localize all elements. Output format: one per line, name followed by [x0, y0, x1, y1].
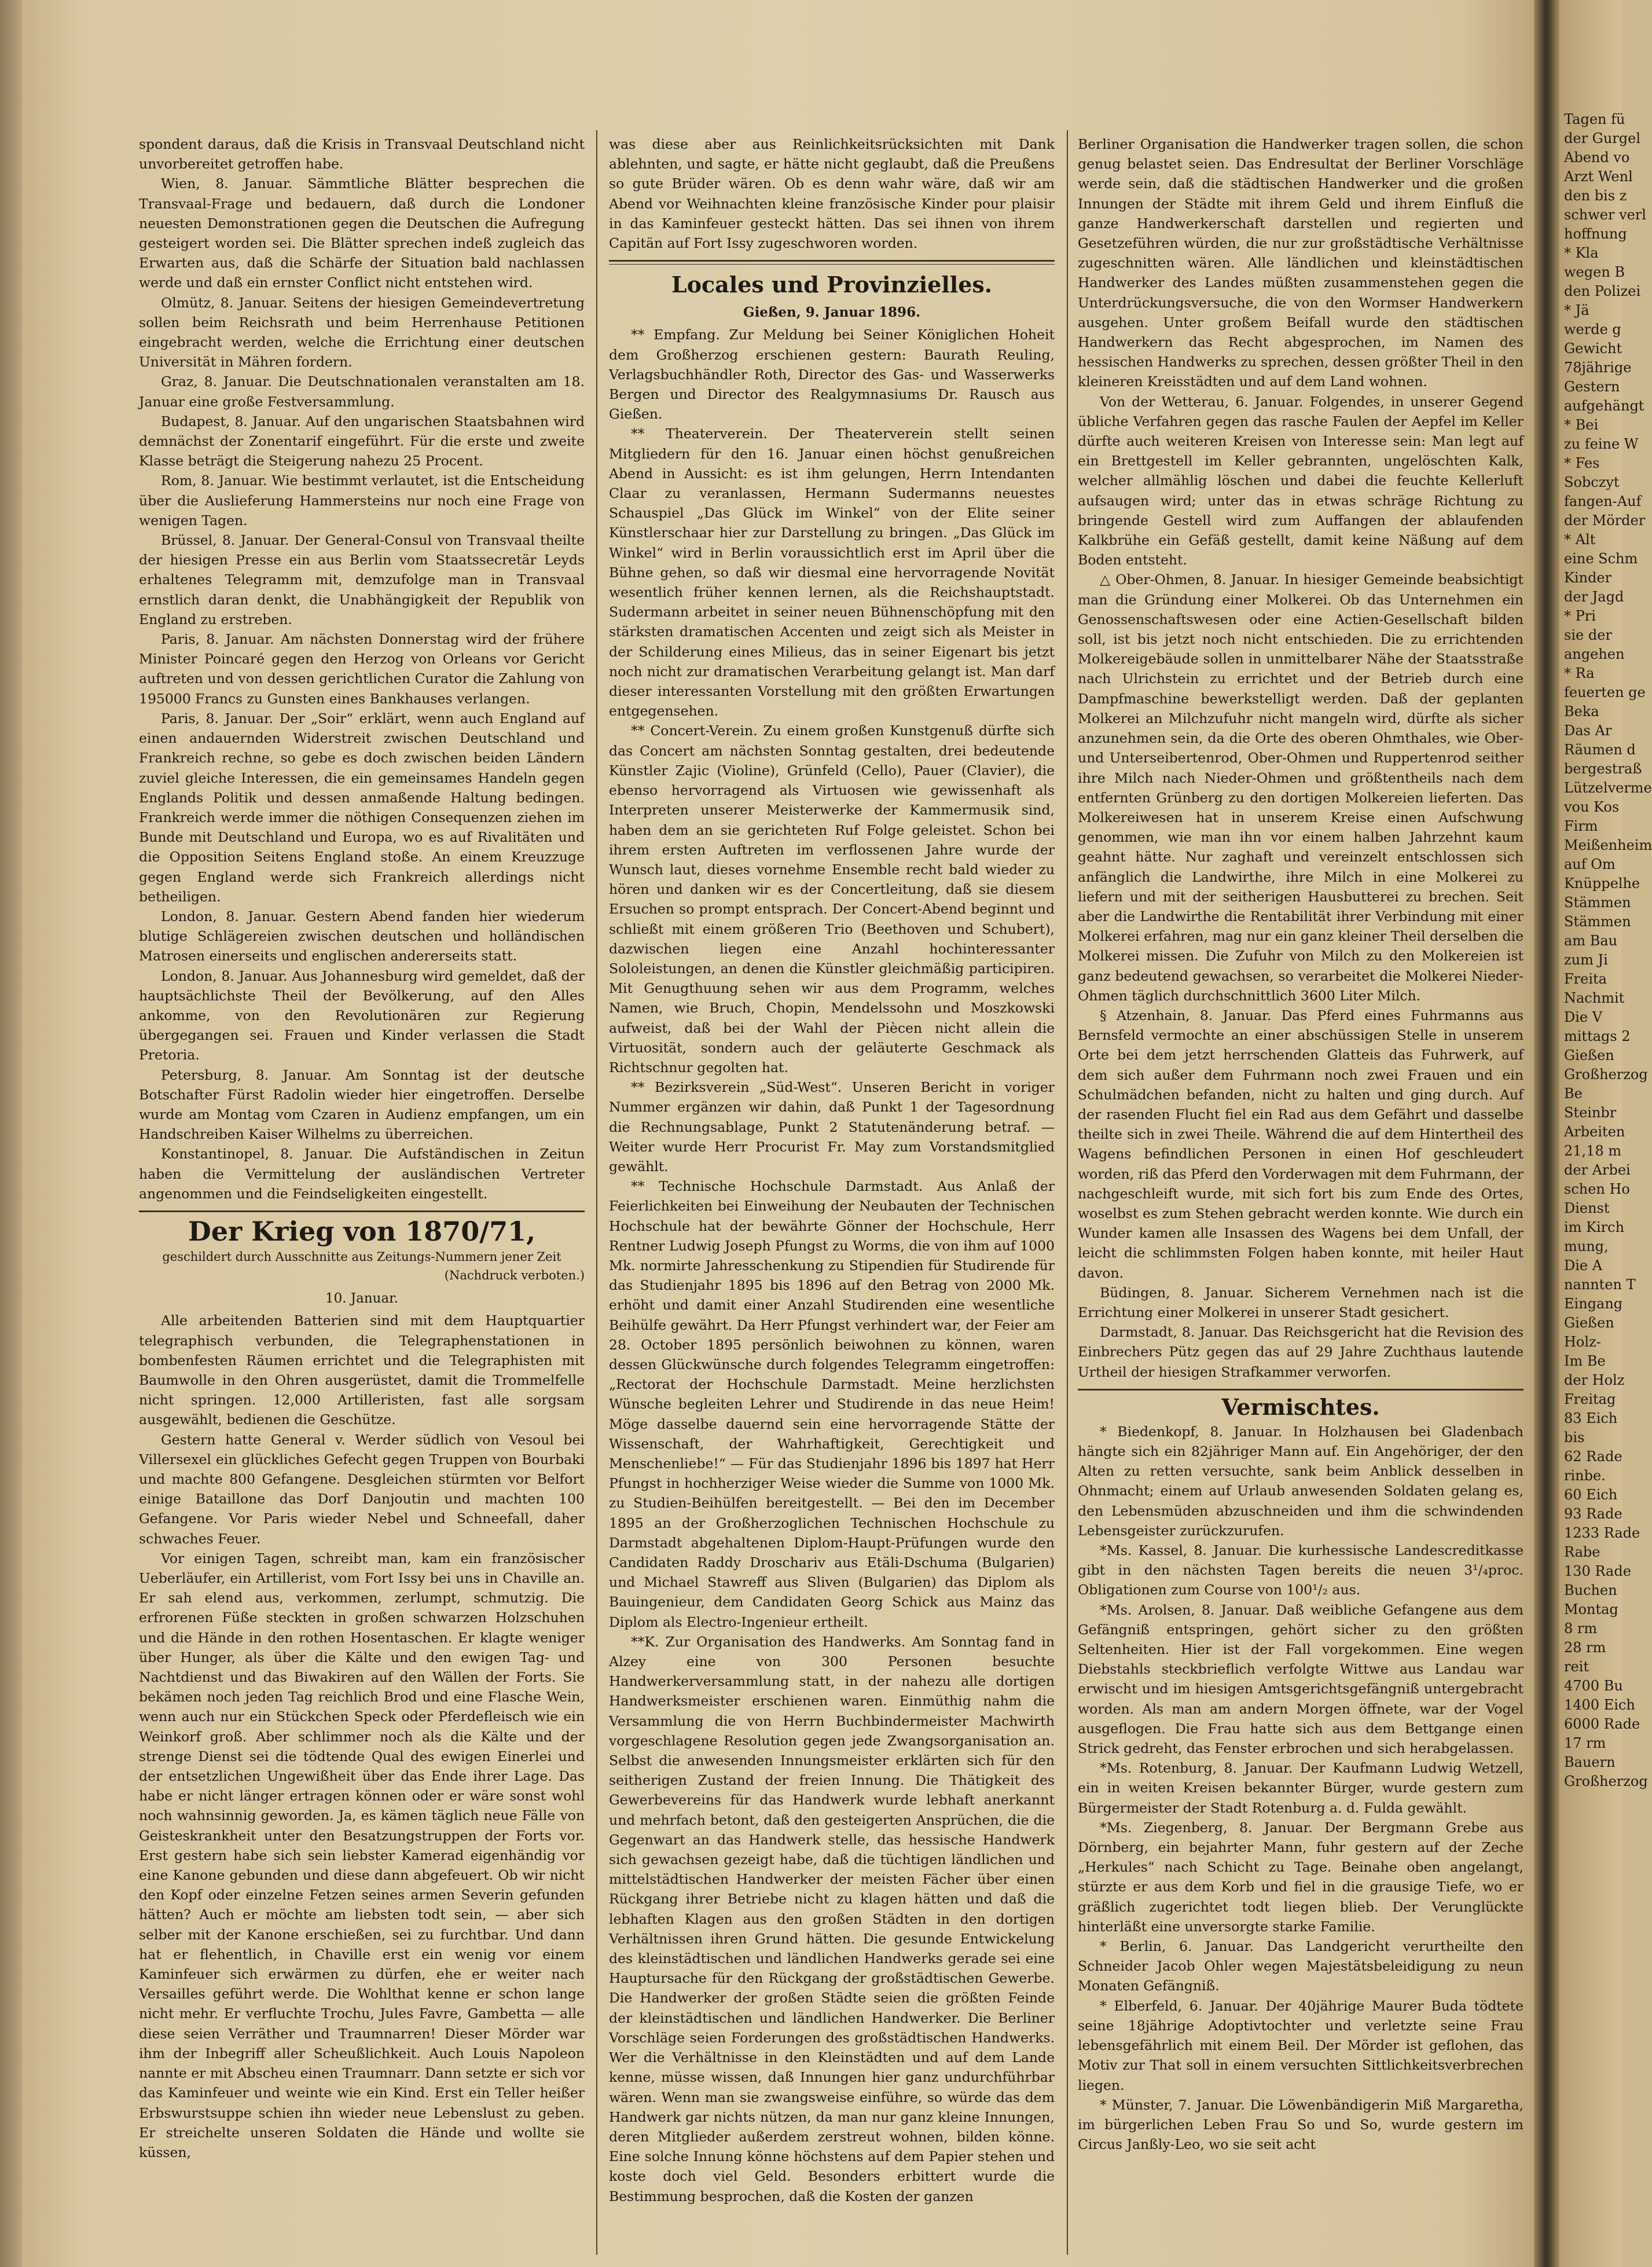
next-page-fragment: schwer verl — [1564, 207, 1646, 223]
next-page-fragment: Buchen — [1564, 1582, 1617, 1598]
next-page-fragment: Beka — [1564, 703, 1599, 720]
next-page-fragment: nannten T — [1564, 1276, 1636, 1293]
next-page-fragment: bergestraß — [1564, 761, 1642, 777]
next-page-fragment: mung, — [1564, 1238, 1609, 1254]
next-page-fragment: Arbeiten — [1564, 1124, 1625, 1140]
local-item-handwerk: **K. Zur Organisation des Handwerks. Am Sonntag fand in Alzey eine von 300 Personen besuchte Handwerkerversammlung statt, in der nahezu alle dortigen Handwerksmeister erschienen waren. Einmüthig nahm die Versammlung die von Herrn Buchbindermeister Machwirth vorgeschlagene Resolution gegen jede Zwangsorganisation an. Selbst die anwesenden Innungsmeister erklärten sich für den seitherigen Zustand der freien Innung. Die Thätigkeit des Gewerbevereins für das Handwerk wurde lebhaft anerkannt und mehrfach betont, daß den gesteigerten Ansprüchen, die die Gegenwart an das Handwerk stelle, das hessische Handwerk sich gewachsen gezeigt habe, daß die tüchtigen ländlichen und mittelstädtischen Handwerker der meisten Fächer über einen Rückgang ihrer Betriebe nicht zu klagen hätten und daß die lebhaften Klagen aus den großen Städten in den dortigen Verhältnissen ihren Grund hätten. Die gesunde Entwickelung des kleinstädtischen und ländlichen Handwerks gerade sei eine Hauptursache für den Rückgang der großstädtischen Gewerbe. Die Handwerker der großen Städte seien die größten Feinde der kleinstädtischen und ländlichen Handwerker. Die Berliner Vorschläge seien Forderungen des großstädtischen Handwerks. Wer die Verhältnisse in den Kleinstädten und auf dem Lande kenne, müsse wissen, daß Innungen hier ganz undurchführbar wären. Wenn man sie zwangsweise einführe, so würde das dem Handwerk gar nichts nützen, da man nur ganz kleine Innungen, deren Mitglieder außerdem zerstreut wohnen, bilden könne. Eine solche Innung könne höchstens auf dem Papier stehen und koste doch viel Geld. Besonders erbittert wurde die Bestimmung besprochen, daß die Kosten der ganzen — [609, 1633, 1055, 2204]
news-item-wien: Wien, 8. Januar. Sämmtliche Blätter besprechen die Transvaal-Frage und bedauern, daß durch die Londoner neuesten Demonstrationen gegen die Deutschen die Aufregung gesteigert worden sei. Die Blätter sprechen indeß zugleich das Erwarten aus, daß die Schärfe der Situation bald nachlassen werde und daß ein ernster Conflict nicht entstehen wird. — [139, 175, 585, 291]
next-page-fragment: Gießen — [1564, 1047, 1614, 1063]
next-page-fragment: 4700 Bu — [1564, 1678, 1623, 1694]
next-page-fragment: rinbe. — [1564, 1468, 1606, 1484]
next-page-fragment: Freita — [1564, 971, 1607, 987]
section-subtitle: geschildert durch Ausschnitte aus Zeitungs-Nummern jener Zeit — [162, 1249, 561, 1264]
next-page-fragment: Lützelverme — [1564, 780, 1652, 796]
next-page-fragment: 17 rm — [1564, 1735, 1606, 1751]
section-title-krieg: Der Krieg von 1870/71, — [188, 1215, 536, 1247]
section-title-vermischtes: Vermischtes. — [1221, 1393, 1380, 1420]
next-page-fragment: den bis z — [1564, 188, 1627, 204]
next-page-fragment: Freitag — [1564, 1391, 1616, 1407]
next-page-fragment: Eingang — [1564, 1296, 1623, 1312]
next-page-fragment: Holz- — [1564, 1334, 1601, 1350]
next-page-fragment: reit — [1564, 1659, 1589, 1675]
next-page-fragment: Knüppelhe — [1564, 875, 1640, 892]
local-item-atzenhain: § Atzenhain, 8. Januar. Das Pferd eines Fuhrmanns aus Bernsfeld vermochte an einer abschüssigen Stelle in unserem Orte bei dem jetzt herrschenden Glatteis das Fuhrwerk, auf dem sich außer dem Fuhrmann noch zwei Frauen und ein Schulmädchen befanden, nicht zu halten und ging durch. Auf der rasenden Flucht fiel ein Rad aus dem Gefährt und dasselbe theilte sich in zwei Theile. Während die auf dem Hintertheil des Wagens befindlichen Personen in einen Hof geschleudert worden, riß das Pferd den Vorderwagen mit dem Fuhrmann, der nachgeschleift wurde, mit sich fort bis zum Ende des Ortes, woselbst es zum Stehen gebracht werden konnte. Wie durch ein Wunder kamen alle Insassen des Wagens bei dem Unfall, der leicht die schlimmsten Folgen haben konnte, mit heiler Haut davon. — [1078, 1007, 1523, 1281]
next-page-fragment: auf Om — [1564, 856, 1616, 872]
next-page-fragment: * Kla — [1564, 245, 1599, 261]
section-divider-thin — [609, 264, 1055, 265]
next-page-fragment: Sobczyt — [1564, 474, 1620, 490]
next-page-fragment: * Jä — [1564, 302, 1589, 318]
column-rule — [596, 130, 597, 2255]
next-page-fragment: 93 Rade — [1564, 1506, 1622, 1522]
next-page-fragments — [1564, 110, 1652, 1791]
news-item-rom: Rom, 8. Januar. Wie bestimmt verlautet, ist die Entscheidung über die Auslieferung Hammersteins nur noch eine Frage von wenigen Tagen. — [139, 472, 585, 529]
next-page-fragment: aufgehängt — [1564, 398, 1644, 414]
misc-item-elberfeld: * Elberfeld, 6. Januar. Der 40jährige Maurer Buda tödtete seine 18jährige Adoptivtochter und verletzte seine Frau lebensgefährlich mit einem Beil. Der Mörder ist geflohen, das Motiv zur That soll in einem versuchten Sittlichkeitsverbrechen liegen. — [1078, 1997, 1523, 2093]
local-item-wetterau: Von der Wetterau, 6. Januar. Folgendes, in unserer Gegend übliche Verfahren gegen das rasche Faulen der Aepfel im Keller dürfte auch weiteren Kreisen von Interesse sein: Man legt auf ein Brettgestell im Keller gebrannten, ungelöschten Kalk, welcher allmählig löschen und dabei die feuchte Kellerluft aufsaugen wird; unter das in etwas schräge Richtung zu bringende Gestell wird zum Auffangen der ablaufenden Kalkbrühe ein Gefäß gestellt, damit keine Näßung auf dem Boden entsteht. — [1078, 393, 1523, 568]
next-page-fragment: feuerten ge — [1564, 684, 1646, 700]
next-page-fragment: Abend vo — [1564, 149, 1630, 166]
misc-item-muenster: * Münster, 7. Januar. Die Löwenbändigerin Miß Margaretha, im bürgerlichen Leben Frau So und So, wurde gestern im Circus Janßly-Leo, wo sie seit acht — [1078, 2096, 1523, 2153]
next-page-fragment: vou Kos — [1564, 799, 1620, 815]
local-item-empfang: ** Empfang. Zur Meldung bei Seiner Königlichen Hoheit dem Großherzog erschienen gestern: Baurath Reuling, Verlagsbuchhändler Roth, Director des Gas- und Wasserwerks Bergen und Director des Realgymnasiums Dr. Rausch aus Gießen. — [609, 327, 1055, 423]
next-page-fragment: sie der — [1564, 627, 1612, 643]
misc-item-arolsen: *Ms. Arolsen, 8. Januar. Daß weibliche Gefangene aus dem Gefängniß entspringen, gehört sicher zu den größten Seltenheiten. Hier ist der Fall vorgekommen. Eine wegen Diebstahls steckbrieflich verfolgte Wittwe aus Landau war erwischt und im hiesigen Amtsgerichtsgefängniß untergebracht worden. Als man am andern Morgen öffnete, war der Vogel ausgeflogen. Die Frau hatte sich aus dem Bettgange einen Strick gedreht, das Fenster erbrochen und sich herabgelassen. — [1078, 1601, 1523, 1757]
next-page-fragment: Stämmen — [1564, 914, 1631, 930]
section-divider — [139, 1210, 585, 1212]
next-page-fragment: * Fes — [1564, 455, 1600, 471]
next-page-fragment: Rabe — [1564, 1544, 1600, 1560]
local-item-hochschule: ** Technische Hochschule Darmstadt. Aus Anlaß der Feierlichkeiten bei Einweihung der Neubauten der Technischen Hochschule hat der bewährte Gönner der Hochschule, Herr Rentner Ludwig Joseph Pfungst zu Worms, die von ihm auf 1000 Mk. normirte Jahresschenkung zu Stipendien für Studirende für das Studienjahr 1895 bis 1896 auf den Betrag von 2000 Mk. erhöht und damit einer Anzahl Studirenden eine wesentliche Beihülfe gewährt. Da Herr Pfungst verhindert war, der Feier am 28. October 1895 persönlich beiwohnen zu können, waren dessen Glückwünsche durch folgendes Telegramm eingetroffen: „Rectorat der Hochschule Darmstadt. Meine herzlichsten Wünsche begleiten Lehrer und Studirende in das neue Heim! Möge dasselbe dauernd sein eine hervorragende Stätte der Wissenschaft, der Wahrhaftigkeit, Gerechtigkeit und Menschenliebe!“ — Für das Studienjahr 1896 bis 1897 hat Herr Pfungst in hochherziger Weise wieder die Summe von 1000 Mk. zu Studien-Beihülfen bereitgestellt. — Bei den im December 1895 an der Großherzoglichen Technischen Hochschule zu Darmstadt abgehaltenen Diplom-Haupt-Prüfungen wurde den Candidaten Raddy Droschariv aus Etäli-Dschuma (Bulgarien) und Michael Stawreff aus Sliven (Bulgarien) das Diplom als Bauingenieur, dem Candidaten Georg Schick aus Mainz das Diplom als Electro-Ingenieur ertheilt. — [609, 1178, 1055, 1630]
misc-item-ziegenberg: *Ms. Ziegenberg, 8. Januar. Der Bergmann Grebe aus Dörnberg, ein bejahrter Mann, fuhr gestern auf der Zeche „Herkules“ nach Schicht zu Tage. Beinahe oben angelangt, stürzte er aus dem Korb und fiel in die grausige Tiefe, wo er gräßlich zugerichtet todt liegen blieb. Der Verunglückte hinterläßt eine unversorgte starke Familie. — [1078, 1819, 1523, 1935]
next-page-fragment: Steinbr — [1564, 1105, 1617, 1121]
local-item-bezirksverein: ** Bezirksverein „Süd-West“. Unseren Bericht in voriger Nummer ergänzen wir dahin, daß Punkt 1 der Tagesordnung die Rechnungsablage, Punkt 2 Statutenänderung betraf. — Weiter wurde Herr Procurist Fr. May zum Vorstandsmitglied gewählt. — [609, 1079, 1055, 1175]
next-page-fragment: 83 Eich — [1564, 1410, 1618, 1426]
next-page-fragment: Be — [1564, 1085, 1583, 1102]
local-item-concert-verein: ** Concert-Verein. Zu einem großen Kunstgenuß dürfte sich das Concert am nächsten Sonntag gestalten, drei bedeutende Künstler Zajic (Violine), Grünfeld (Cello), Pauer (Clavier), die ebenso hervorragend als Virtuosen wie gewissenhaft als Interpreten unserer Meisterwerke der Kammermusik sind, haben dem an sie gerichteten Ruf Folge geleistet. Schon bei ihrem ersten Auftreten im verflossenen Jahre wurde der Wunsch laut, dieses vornehme Ensemble recht bald wieder zu hören und danken wir es der Concertleitung, daß sie diesem Ersuchen so prompt entsprach. Der Concert-Abend beginnt und schließt mit einem größeren Trio (Beethoven und Schubert), dazwischen liegen eine Anzahl hochinteressanter Sololeistungen, an denen die Künstler gleichmäßig participiren. Mit Genugthuung sehen wir aus dem Programm, welches Namen, wie Bruch, Chopin, Mendelssohn und Moszkowski aufweist, daß bei der Wahl der Piècen nicht allein die Virtuosität, sondern auch der geläuterte Geschmack als Richtschnur gegolten hat. — [609, 722, 1055, 1076]
column-right — [1078, 134, 1523, 2154]
section-divider — [609, 260, 1055, 262]
local-dateline: Gießen, 9. Januar 1896. — [743, 305, 921, 321]
news-item-olmuetz: Olmütz, 8. Januar. Seitens der hiesigen Gemeindevertretung sollen beim Reichsrath und beim Herrenhause Petitionen eingebracht werden, welche die Errichtung einer deutschen Universität in Mähren fordern. — [139, 294, 585, 371]
next-page-fragment: am Bau — [1564, 933, 1618, 949]
next-page-fragment: Die V — [1564, 1009, 1603, 1025]
next-page-fragment: 6000 Rade — [1564, 1716, 1640, 1732]
article-paragraph: Alle arbeitenden Batterien sind mit dem Hauptquartier telegraphisch verbunden, die Telegraphenstationen in bombenfesten Räumen errichtet und die Telegraphisten mit Baumwolle in den Ohren ausgerüstet, damit die Trommelfelle nicht springen. 12,000 Artilleristen, fast alle sorgsam ausgewählt, bedienen die Geschütze. — [139, 1312, 585, 1428]
next-page-fragment: 60 Eich — [1564, 1487, 1618, 1503]
next-page-fragment: Kinder — [1564, 570, 1612, 586]
next-page-fragment: schen Ho — [1564, 1181, 1630, 1197]
next-page-fragment: Die A — [1564, 1257, 1603, 1274]
next-page-fragment: zu feine W — [1564, 436, 1639, 452]
column-left — [139, 134, 585, 2162]
next-page-fragment: den Polizei — [1564, 283, 1641, 299]
next-page-fragment: zum Ji — [1564, 952, 1608, 968]
next-page-fragment: fangen-Auf — [1564, 493, 1642, 509]
misc-item-kassel: *Ms. Kassel, 8. Januar. Die kurhessische Landescreditkasse gibt in den nächsten Tagen bereits die neuen 3¹/₄proc. Obligationen zum Course von 100¹/₂ aus. — [1078, 1542, 1523, 1598]
section-divider — [1078, 1389, 1523, 1391]
news-item-konstantinopel: Konstantinopel, 8. Januar. Die Aufständischen in Zeitun haben die Vermittelung der ausländischen Vertreter angenommen und die Feindseligkeiten eingestellt. — [139, 1146, 585, 1202]
next-page-fragment: 78jährige — [1564, 360, 1632, 376]
next-page-fragment: * Ra — [1564, 665, 1595, 681]
local-item-ober-ohmen: △ Ober-Ohmen, 8. Januar. In hiesiger Gemeinde beabsichtigt man die Gründung einer Molkerei. Ob das Unternehmen ein Genossenschaftswesen oder eine Actien-Gesellschaft bilden soll, ist bis jetzt noch nicht entschieden. Die zu errichtenden Molkereigebäude sollen in unmittelbarer Nähe der Staatsstraße nach Ulrichstein zu errichtet und der Betrieb durch eine Dampfmaschine bewerkstelligt werden. Daß der geplanten Molkerei an Milchzufuhr nicht mangeln wird, dürfte als sicher anzunehmen sein, da die Orte des oberen Ohmthales, wie Ober- und Unterseibertenrod, Ober-Ohmen und Ruppertenrod seither ihre Milch nach Nieder-Ohmen und größtentheils nach dem entfernten Grünberg zu den dortigen Molkereien lieferten. Das Molkereiwesen hat in unserem Kreise einen Aufschwung genommen, wie man ihn vor einem halben Jahrzehnt kaum geahnt hätte. Nur zaghaft und vereinzelt entschlossen sich anfänglich die Landwirthe, ihre Milch in eine Molkerei zu liefern und mit der seitherigen Hausbutterei zu brechen. Seit aber die Landwirthe die Rentabilität ihrer Verbindung mit einer Molkerei erfahren, mag nur ein ganz kleiner Theil derselben die Molkerei missen. Die Zufuhr von Milch zu den Molkereien ist ganz bedeutend gewachsen, so verarbeitet die Molkerei Nieder-Ohmen täglich durchschnittlich 3600 Liter Milch. — [1078, 571, 1523, 1004]
next-page-fragment: Im Be — [1564, 1353, 1606, 1369]
next-page-fragment: eine Schm — [1564, 551, 1638, 567]
article-paragraph: Gestern hatte General v. Werder südlich von Vesoul bei Villersexel ein glückliches Gefecht gegen Truppen von Bourbaki und machte 800 Gefangene. Desgleichen stürmten vor Belfort einige Bataillone das Dorf Danjoutin und machten 100 Gefangene. Vor Paris wieder Nebel und Schneefall, daher schwaches Feuer. — [139, 1431, 585, 1547]
news-item-london: London, 8. Januar. Gestern Abend fanden hier wiederum blutige Schlägereien zwischen deutschen und holländischen Matrosen einerseits und englischen andererseits statt. — [139, 908, 585, 964]
next-page-fragment: im Kirch — [1564, 1219, 1625, 1235]
next-page-fragment: Firm — [1564, 818, 1598, 834]
next-page-fragment: * Alt — [1564, 531, 1596, 548]
next-page-fragment: wegen B — [1564, 264, 1625, 280]
next-page-fragment: Gewicht — [1564, 340, 1622, 357]
war-dateline: 10. Januar. — [325, 1291, 398, 1307]
next-page-fragment: 21,18 m — [1564, 1143, 1622, 1159]
next-page-fragment: Räumen d — [1564, 742, 1636, 758]
next-page-fragment: Montag — [1564, 1601, 1618, 1617]
column-rule — [1067, 130, 1068, 2255]
next-page-fragment: Nachmit — [1564, 990, 1625, 1006]
article-paragraph: was diese aber aus Reinlichkeitsrücksichten mit Dank ablehnten, und sagte, er hätte nicht geglaubt, daß die Preußens so gute Brüder wären. Ob es denn wahr wäre, daß wir am Abend vor Weihnachten kleine französische Kinder pour plaisir in das Kaminfeuer gesteckt hätten. Das sei ihnen von ihrem Capitän auf Fort Issy zugeschworen worden. — [609, 136, 1055, 252]
next-page-fragment: * Pri — [1564, 608, 1596, 624]
local-item-darmstadt: Darmstadt, 8. Januar. Das Reichsgericht hat die Revision des Einbrechers Pütz gegen das auf 29 Jahre Zuchthaus lautende Urtheil der hiesigen Strafkammer verworfen. — [1078, 1324, 1523, 1380]
next-page-fragment: 8 rm — [1564, 1620, 1598, 1637]
next-page-fragment: bis — [1564, 1429, 1585, 1446]
next-page-fragment: Tagen fü — [1564, 111, 1625, 127]
article-paragraph: Berliner Organisation die Handwerker tragen sollen, die schon genug belastet seien. Das Endresultat der Berliner Vorschläge werde sein, daß die städtischen Handwerker und die großen Innungen der Städte mit ihrem Geld und ihrem Einfluß die ganze Handwerkerschaft darstellen und regierten und Gesetzeführen würden, die nur zur großstädtische Verhältnisse zugeschnitten wären. Alle ländlichen und kleinstädtischen Handwerker des Landes müßten zusammenstehen gegen die Unterdrückungsversuche, die von den Wormser Handwerkern ausgehen. Unter großem Beifall wurde den städtischen Handwerkern das Recht abgesprochen, im Namen des hessischen Handwerks zu sprechen, dessen größter Theil in den kleineren Kreisstädten und auf dem Land wohnen. — [1078, 136, 1523, 390]
article-paragraph: spondent daraus, daß die Krisis in Transvaal Deutschland nicht unvorbereitet getroffen habe. — [139, 136, 585, 173]
next-page-fragment: 1400 Eich — [1564, 1697, 1635, 1713]
next-page-fragment: Gestern — [1564, 379, 1620, 395]
news-item-bruessel: Brüssel, 8. Januar. Der General-Consul von Transvaal theilte der hiesigen Presse ein aus Berlin vom Staatssecretär Leyds erhaltenes Telegramm mit, demzufolge man in Transvaal ernstlich daran denkt, die Unabhängigkeit der Republik von England zu erstreben. — [139, 532, 585, 628]
next-page-fragment: mittags 2 — [1564, 1028, 1631, 1044]
misc-item-rotenburg: *Ms. Rotenburg, 8. Januar. Der Kaufmann Ludwig Wetzell, ein in weiten Kreisen bekannter Bürger, wurde gestern zum Bürgermeister der Stadt Rotenburg a. d. Fulda gewählt. — [1078, 1760, 1523, 1816]
article-paragraph: Vor einigen Tagen, schreibt man, kam ein französischer Ueberläufer, ein Artillerist, vom Fort Issy bei uns in Chaville an. Er sah elend aus, verkommen, zerlumpt, schmutzig. Die erfrorenen Füße steckten in großen schwarzen Holzschuhen und die Hände in den rothen Hosentaschen. Er klagte weniger über Hunger, als über die Kälte und den ewigen Tag- und Nachtdienst und das Biwakiren auf den Wällen der Forts. Sie bekämen noch jeden Tag reichlich Brod und eine Flasche Wein, wenn auch nur ein Stückchen Speck oder Pferdefleisch wie ein Weinkorf groß. Aber schlimmer noch als die Kälte und der strenge Dienst sei die tödtende Qual des ewigen Einerlei und der entsetzlichen Ungewißheit über das Ende ihrer Lage. Das habe er nicht länger ertragen können oder er wäre sonst wohl noch wahnsinnig geworden. Ja, es kämen täglich neue Fälle von Geisteskrankheit unter den Besatzungstruppen der Forts vor. Erst gestern habe sich sein liebster Kamerad eigenhändig vor eine Kanone gebunden und diese dann abgefeuert. Ob wir nicht den Kopf oder einzelne Fetzen seines armen Severin gefunden hätten? Auch er möchte am liebsten todt sein, — aber sich selber mit der Kanone erschießen, sei zu furchtbar. Und dann hat er flehentlich, in Chaville erst ein wenig vor einem Kaminfeuer sich erwärmen zu dürfen, ehe er weiter nach Versailles geführt werde. Die Wohlthat kenne er schon lange nicht mehr. Er verfluchte Trochu, Jules Favre, Gambetta — alle diese seien Verräther und Traumnarren! Dieser Mörder war ihm der Inbegriff aller Scheußlichkeit. Auch Louis Napoleon nannte er mit Abscheu einen Traumnarr. Dann setzte er sich vor das Kaminfeuer und weinte wie ein Kind. Erst ein Teller heißer Erbswurstsuppe schien ihn wieder neue Lebenslust zu geben. Er streichelte unseren Soldaten die Hände und wollte sie küssen, — [139, 1550, 585, 2160]
next-page-fragment: der Jagd — [1564, 589, 1624, 605]
news-item-petersburg: Petersburg, 8. Januar. Am Sonntag ist der deutsche Botschafter Fürst Radolin wieder hier eingetroffen. Derselbe wurde am Montag vom Czaren in Audienz empfangen, um ein Handschreiben Kaiser Wilhelms zu überreichen. — [139, 1066, 585, 1143]
next-page-fragment: Gießen — [1564, 1315, 1614, 1331]
section-title-locales: Locales und Provinzielles. — [671, 272, 993, 298]
reprint-notice: (Nachdruck verboten.) — [444, 1268, 585, 1282]
next-page-fragment: * Bei — [1564, 417, 1599, 433]
next-page-fragment: 1233 Rade — [1564, 1525, 1640, 1541]
news-item-london-2: London, 8. Januar. Aus Johannesburg wird gemeldet, daß der hauptsächlichste Theil der Bevölkerung, auf den Alles ankomme, von den Revolutionären zur Regierung übergegangen sei. Frauen und Kinder verlassen die Stadt Pretoria. — [139, 967, 585, 1063]
local-item-buedingen: Büdingen, 8. Januar. Sicherem Vernehmen nach ist die Errichtung einer Molkerei in unserer Stadt gesichert. — [1078, 1284, 1523, 1320]
next-page-fragment: Dienst — [1564, 1200, 1610, 1216]
previous-page-edge — [0, 0, 22, 2267]
next-page-fragment: der Mörder — [1564, 512, 1646, 529]
book-gutter — [1534, 0, 1559, 2267]
next-page-fragment: Großherzog — [1564, 1066, 1648, 1083]
next-page-fragment: der Holz — [1564, 1372, 1625, 1388]
next-page-fragment: Arzt Wenl — [1564, 168, 1633, 185]
news-item-budapest: Budapest, 8. Januar. Auf den ungarischen Staatsbahnen wird demnächst der Zonentarif eingeführt. Für die erste und zweite Klasse beträgt die Steigerung nahezu 25 Procent. — [139, 413, 585, 469]
news-item-paris: Paris, 8. Januar. Am nächsten Donnerstag wird der frühere Minister Poincaré gegen den Herzog von Orleans vor Gericht auftreten und von dessen gerichtlichen Curator die Zahlung von 195000 Francs zu Gunsten eines Bankhauses verlangen. — [139, 631, 585, 707]
next-page-fragment: Das Ar — [1564, 722, 1612, 739]
misc-item-berlin: * Berlin, 6. Januar. Das Landgericht verurtheilte den Schneider Jacob Ohler wegen Majestätsbeleidigung zu neun Monaten Gefängniß. — [1078, 1938, 1523, 1994]
next-page-fragment: 62 Rade — [1564, 1448, 1622, 1465]
next-page-fragment: angehen — [1564, 646, 1625, 662]
next-page-fragment: der Gurgel — [1564, 130, 1641, 146]
news-item-paris-2: Paris, 8. Januar. Der „Soir“ erklärt, wenn auch England auf einen andauernden Widerstreit zwischen Deutschland und Frankreich rechne, so gebe es doch zwischen beiden Ländern zuviel gleiche Interessen, die ein gemeinsames Handeln gegen Englands Politik und dessen anmaßende Haltung bedingen. Frankreich werde immer die nöthigen Consequenzen ziehen im Bunde mit Deutschland und Europa, wo es auf Rivalitäten und die Opposition Seitens England stoße. An einem Kreuzzuge gegen England werde sich Frankreich allerdings nicht betheiligen. — [139, 710, 585, 905]
local-item-theaterverein: ** Theaterverein. Der Theaterverein stellt seinen Mitgliedern für den 16. Januar einen höchst genußreichen Abend in Aussicht: es ist ihm gelungen, Herrn Intendanten Claar zu veranlassen, Hermann Sudermanns neuestes Schauspiel „Das Glück im Winkel“ von der Elite seiner Künstlerschaar hier zur Darstellung zu bringen. „Das Glück im Winkel“ wird in Berlin voraussichtlich erst im April über die Bühne gehen, so daß wir diesmal eine hervorragende Novität wesentlich früher kennen lernen, als die Reichshauptstadt. Sudermann arbeitet in seiner neuen Bühnenschöpfung mit den stärksten dramatischen Accenten und zeigt sich als Meister in der Schilderung eines Milieus, das in seiner Eigenart bis jetzt noch nicht zur dramatischen Verarbeitung gelangt ist. Man darf dieser interessanten Vorstellung mit den größten Erwartungen entgegensehen. — [609, 425, 1055, 720]
next-page-edge — [1559, 0, 1652, 2267]
next-page-fragment: Stämmen — [1564, 894, 1631, 911]
next-page-fragment: werde g — [1564, 321, 1621, 338]
next-page-fragment: hoffnung — [1564, 226, 1627, 242]
misc-item-biedenkopf: * Biedenkopf, 8. Januar. In Holzhausen bei Gladenbach hängte sich ein 82jähriger Mann auf. Ein Angehöriger, der den Alten zu retten versuchte, sank beim Anblick desselben in Ohnmacht; einem auf Urlaub anwesenden Soldaten gelang es, den Lebensmüden abzuschneiden und ihm die schwindenden Lebensgeister zurückzurufen. — [1078, 1423, 1523, 1539]
next-page-fragment: Meißenheim — [1564, 837, 1652, 853]
news-item-graz: Graz, 8. Januar. Die Deutschnationalen veranstalten am 18. Januar eine große Festversammlung. — [139, 373, 585, 410]
column-middle — [609, 134, 1055, 2206]
next-page-fragment: Großherzog — [1564, 1773, 1648, 1789]
next-page-fragment: Bauern — [1564, 1754, 1616, 1770]
next-page-fragment: 130 Rade — [1564, 1563, 1631, 1579]
next-page-fragment: der Arbei — [1564, 1162, 1631, 1178]
next-page-fragment: 28 rm — [1564, 1639, 1606, 1656]
